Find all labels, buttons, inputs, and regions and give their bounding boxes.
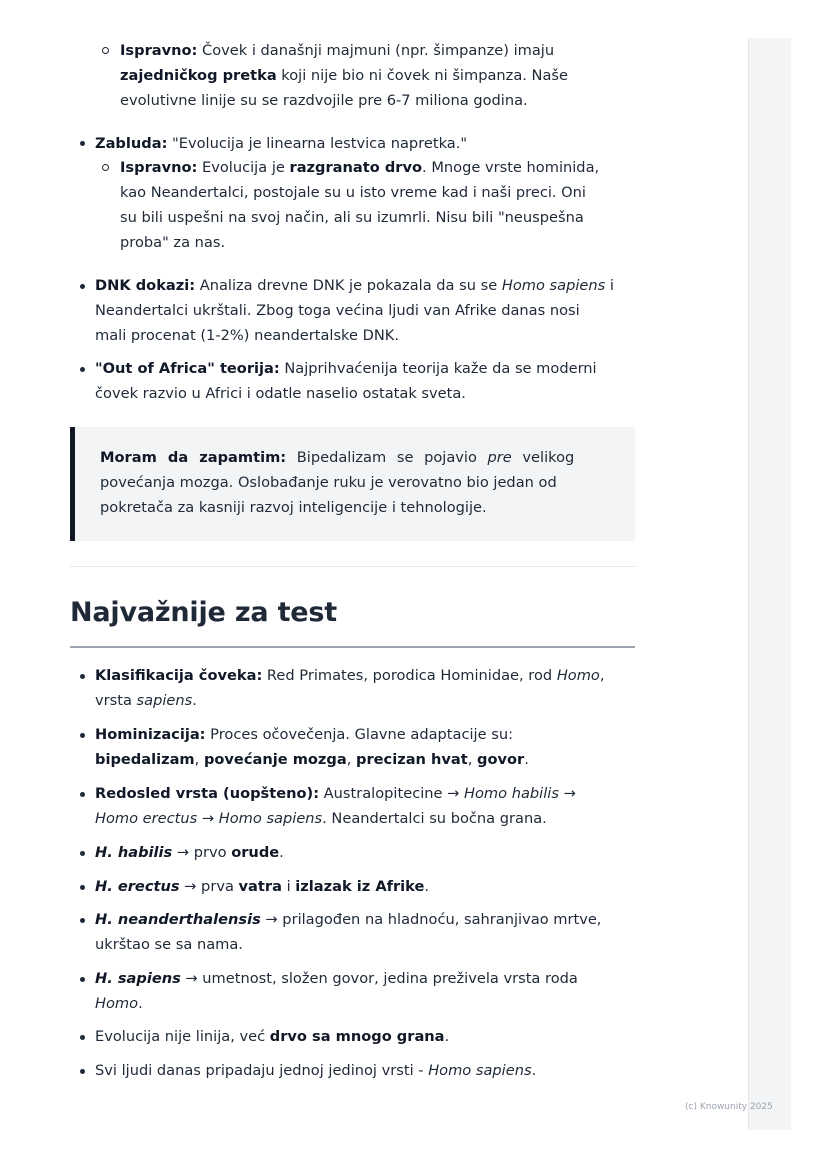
bold-text: orude [231, 844, 280, 861]
text-line [95, 1058, 536, 1083]
sub-bullet-marker [102, 164, 109, 171]
scrollbar[interactable] [748, 38, 791, 1130]
bold-text: govor [477, 751, 525, 768]
bold-text: Hominizacija: [95, 726, 206, 743]
bold-text: Zabluda: [95, 135, 168, 152]
text-line [95, 1024, 449, 1049]
bold-text: povećanje mozga [203, 751, 347, 768]
text-run: → umetnost, složen govor, jedina preživela vrsta roda [180, 970, 578, 987]
text-run: su bili uspešni na svoj način, ali su izumrli. Nisu bili "neuspešna [120, 209, 584, 226]
text-line [100, 445, 574, 470]
text-run: . [192, 692, 197, 709]
text-run: Evolucija je [197, 159, 290, 176]
text-run: koji nije bio ni čovek ni šimpanza. Naše [276, 67, 568, 84]
text-run: velikog [511, 449, 575, 466]
bold-text: H. erectus [95, 878, 180, 895]
text-run: i [281, 878, 296, 895]
italic-text: Homo sapiens [501, 277, 606, 294]
text-run: → prilagođen na hladnoću, sahranjivao mrtve, [260, 911, 602, 928]
bold-text: izlazak iz Afrike [295, 878, 425, 895]
text-run: povećanja mozga. Oslobađanje ruku je verovatno bio jedan od [100, 474, 557, 491]
text-line [95, 356, 597, 381]
callout-note [70, 427, 635, 541]
text-run: mali procenat (1-2%) neandertalske DNK. [95, 327, 399, 344]
text-line [95, 688, 197, 713]
section-heading: Najvažnije za test [70, 597, 337, 628]
italic-text: sapiens [136, 692, 193, 709]
text-line [95, 722, 513, 747]
text-line [95, 932, 243, 957]
text-run: proba" za nas. [120, 234, 226, 251]
text-run: "Evolucija je linearna lestvica napretka." [167, 135, 468, 152]
text-line [120, 155, 599, 180]
bullet-marker [80, 1035, 85, 1040]
text-line [100, 470, 557, 495]
italic-text: Homo [95, 995, 139, 1012]
italic-text: Homo sapiens [428, 1062, 532, 1079]
bullet-marker [80, 733, 85, 738]
bullet-marker [80, 977, 85, 982]
text-run: , [467, 751, 478, 768]
bold-text: H. neanderthalensis [95, 911, 261, 928]
bold-text: Ispravno: [120, 42, 198, 59]
text-run: Evolucija nije linija, već [95, 1028, 270, 1045]
italic-text: Homo [556, 667, 600, 684]
bullet-marker [80, 885, 85, 890]
text-run: . [444, 1028, 450, 1045]
italic-text: pre [487, 449, 512, 466]
text-run: , [194, 751, 204, 768]
text-line [120, 180, 586, 205]
text-run: . [138, 995, 143, 1012]
text-run: Čovek i današnji majmuni (npr. šimpanze) imaju [197, 42, 555, 59]
bullet-marker [80, 851, 85, 856]
text-run: . [524, 751, 529, 768]
text-run: Bipedalizam se pojavio [286, 449, 488, 466]
text-line [120, 230, 225, 255]
bold-text: DNK dokazi: [95, 277, 196, 294]
bold-text: razgranato drvo [289, 159, 423, 176]
bold-text: bipedalizam [95, 751, 195, 768]
bullet-marker [80, 367, 85, 372]
text-run: Australopitecine → [319, 785, 465, 802]
text-line [95, 991, 143, 1016]
text-run: pokretača za kasniji razvoj inteligencije i tehnologije. [100, 499, 487, 516]
text-line [95, 323, 399, 348]
text-run: . [424, 878, 430, 895]
bullet-marker [80, 141, 85, 146]
text-run: ukrštao se sa nama. [95, 936, 243, 953]
text-run: čovek razvio u Africi i odatle naselio ostatak sveta. [95, 385, 466, 402]
bold-text: Redosled vrsta (uopšteno): [95, 785, 320, 802]
bullet-marker [80, 284, 85, 289]
text-run: , [599, 667, 605, 684]
text-run: vrsta [95, 692, 137, 709]
text-run: . [531, 1062, 537, 1079]
text-run: . Mnoge vrste hominida, [422, 159, 600, 176]
text-line [95, 273, 614, 298]
sub-bullet-marker [102, 47, 109, 54]
bullet-marker [80, 792, 85, 797]
text-run: → prva [179, 878, 239, 895]
bold-text: "Out of Africa" teorija: [95, 360, 280, 377]
bold-text: H. habilis [95, 844, 173, 861]
bold-text: Moram da zapamtim: [100, 449, 287, 466]
text-line [95, 747, 529, 772]
text-run: i [605, 277, 614, 294]
text-line [95, 907, 601, 932]
bullet-marker [80, 1069, 85, 1074]
heading-underline [70, 646, 635, 648]
text-line [95, 131, 467, 156]
text-line [95, 874, 429, 899]
text-line [95, 381, 466, 406]
text-run: Proces očovečenja. Glavne adaptacije su: [205, 726, 513, 743]
text-run: → [197, 810, 219, 827]
text-run: . Neandertalci su bočna grana. [322, 810, 547, 827]
text-line [95, 298, 580, 323]
italic-text: Homo habilis [464, 785, 559, 802]
bold-text: precizan hvat [356, 751, 468, 768]
text-run: Red Primates, porodica Hominidae, rod [262, 667, 557, 684]
text-run: Najprihvaćenija teorija kaže da se moderni [279, 360, 597, 377]
text-line [120, 205, 584, 230]
text-run: . [279, 844, 284, 861]
text-run: → [558, 785, 576, 802]
bold-text: Klasifikacija čoveka: [95, 667, 263, 684]
bullet-marker [80, 918, 85, 923]
bold-text: Ispravno: [120, 159, 198, 176]
bold-text: vatra [238, 878, 282, 895]
text-line [120, 88, 528, 113]
bold-text: drvo sa mnogo grana [269, 1028, 445, 1045]
text-run: kao Neandertalci, postojale su u isto vreme kad i naši preci. Oni [120, 184, 586, 201]
text-line [120, 63, 568, 88]
text-run: Svi ljudi danas pripadaju jednoj jedinoj vrsti - [95, 1062, 429, 1079]
section-divider [70, 566, 635, 567]
text-line [95, 840, 284, 865]
text-run: → prvo [172, 844, 232, 861]
italic-text: Homo sapiens [218, 810, 323, 827]
text-line [95, 781, 576, 806]
text-run: evolutivne linije su se razdvojile pre 6-7 miliona godina. [120, 92, 528, 109]
text-line [95, 663, 605, 688]
bold-text: H. sapiens [95, 970, 181, 987]
bullet-marker [80, 674, 85, 679]
text-run: Analiza drevne DNK je pokazala da su se [195, 277, 502, 294]
text-line [120, 38, 554, 63]
italic-text: Homo erectus [95, 810, 198, 827]
text-run: Neandertalci ukrštali. Zbog toga većina ljudi van Afrike danas nosi [95, 302, 580, 319]
text-line [95, 806, 547, 831]
bold-text: zajedničkog pretka [120, 67, 277, 84]
text-line [95, 966, 578, 991]
text-run: , [346, 751, 356, 768]
copyright-footer: (c) Knowunity 2025 [685, 1102, 773, 1112]
text-line [100, 495, 487, 520]
